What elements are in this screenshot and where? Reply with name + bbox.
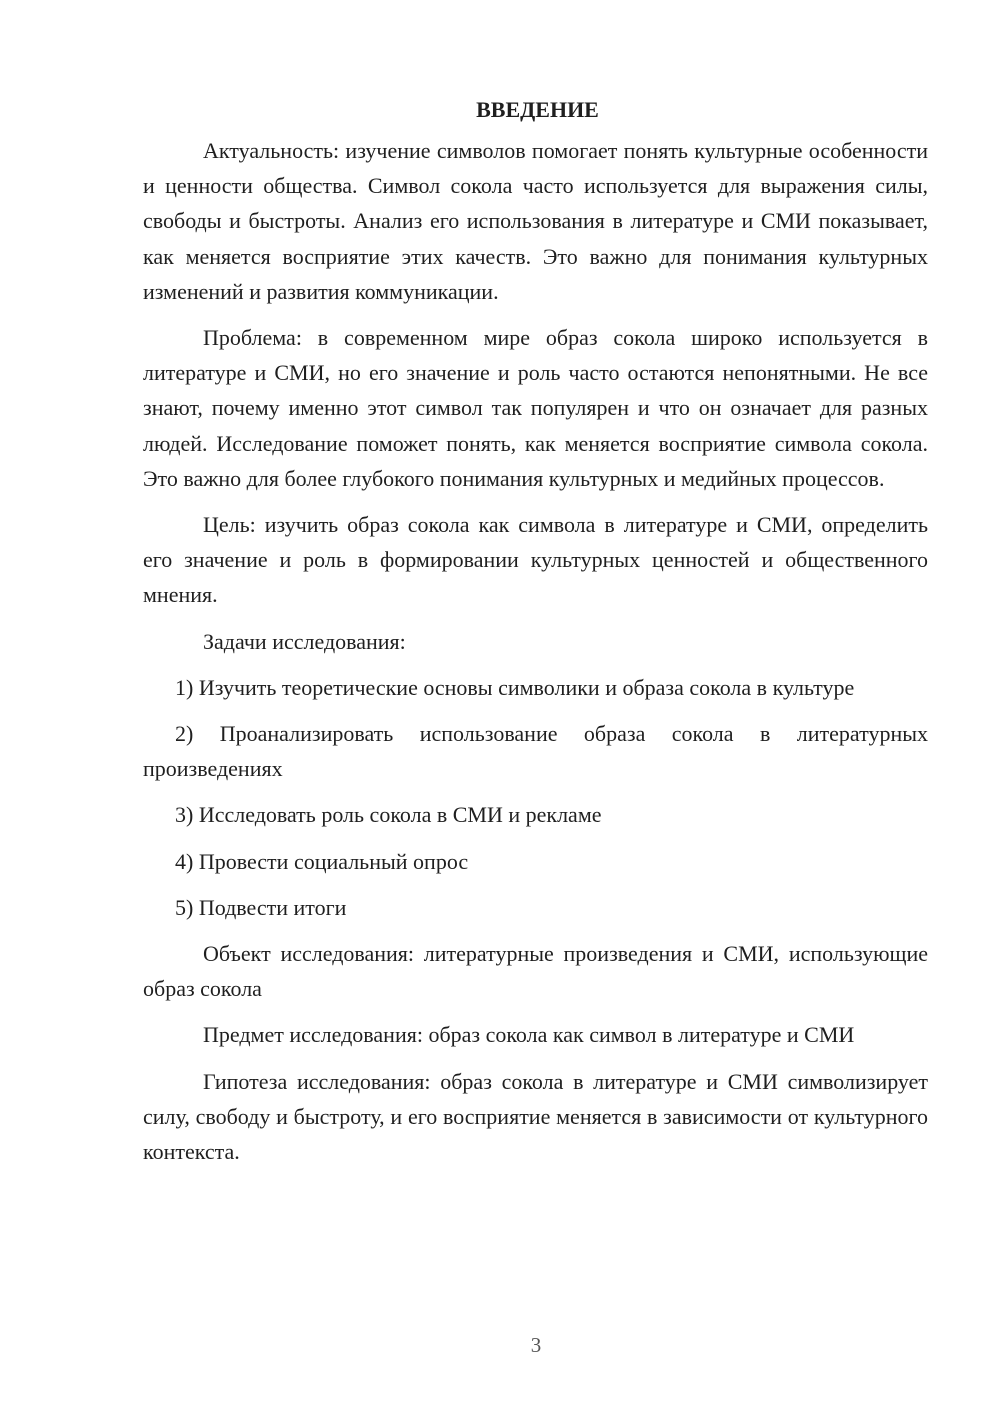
section-heading: ВВЕДЕНИЕ — [476, 97, 599, 122]
task-item-2: 2) Проанализировать использование образа сокола в литературных произведениях — [143, 721, 928, 782]
task-item-3: 3) Исследовать роль сокола в СМИ и рекламе — [175, 802, 602, 828]
hypothesis-paragraph: Гипотеза исследования: образ сокола в литературе и СМИ символизирует силу, свободу и быстроту, и его восприятие меняется в зависимости от культурного контекста. — [143, 1068, 928, 1165]
object-paragraph: Объект исследования: литературные произведения и СМИ, использующие образ сокола — [143, 941, 928, 1002]
goal-paragraph: Цель: изучить образ сокола как символа в литературе и СМИ, определить его значение и роль в формировании культурных ценностей и общественного мнения. — [143, 512, 928, 608]
subject-paragraph: Предмет исследования: образ сокола как символ в литературе и СМИ — [203, 1022, 855, 1048]
problem-paragraph: Проблема: в современном мире образ сокола широко используется в литературе и СМИ, но его значение и роль часто остаются непонятными. Не все знают, почему именно этот символ так популярен и что он означает для разных людей. Исследование поможет понять, как меняется восприятие символа сокола. Это важно для более глубокого понимания культурных и медийных процессов. — [143, 325, 928, 491]
document-page — [143, 92, 928, 1169]
task-item-1: 1) Изучить теоретические основы символики и образа сокола в культуре — [175, 674, 855, 700]
tasks-title: Задачи исследования: — [203, 628, 406, 654]
task-item-5: 5) Подвести итоги — [175, 894, 347, 920]
page-number: 3 — [530, 1333, 542, 1357]
relevance-paragraph: Актуальность: изучение символов помогает понять культурные особенности и ценности общества. Символ сокола часто используется для выражения силы, свободы и быстроты. Анализ его использования в литературе и СМИ показывает, как меняется восприятие этих качеств. Это важно для понимания культурных изменений и развития коммуникации. — [143, 138, 928, 304]
task-item-4: 4) Провести социальный опрос — [175, 848, 469, 874]
